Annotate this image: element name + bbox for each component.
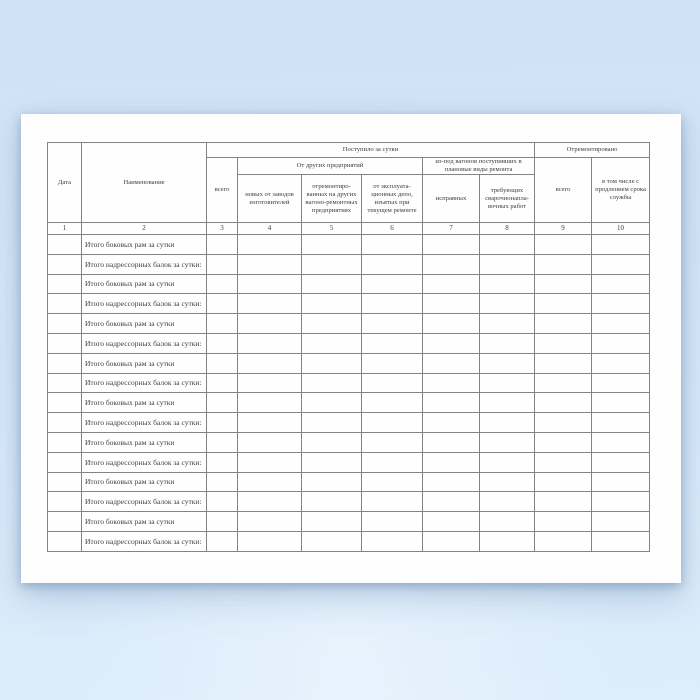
table-row [48, 314, 650, 334]
header-received-total: всего [207, 158, 238, 223]
empty-value-cell [207, 432, 238, 452]
empty-value-cell [48, 413, 82, 433]
empty-value-cell [423, 472, 480, 492]
empty-value-cell [592, 492, 650, 512]
empty-value-cell [362, 235, 423, 255]
table-row [48, 353, 650, 373]
empty-value-cell [480, 492, 535, 512]
empty-value-cell [48, 254, 82, 274]
empty-value-cell [238, 235, 302, 255]
row-label-cell: Итого надрессорных балок за сутки: [82, 294, 207, 314]
column-numbers-row [48, 223, 650, 235]
empty-value-cell [362, 294, 423, 314]
empty-value-cell [302, 531, 362, 551]
header-repaired-total: всего [535, 158, 592, 223]
empty-value-cell [48, 432, 82, 452]
empty-value-cell [207, 333, 238, 353]
empty-value-cell [423, 531, 480, 551]
row-label-cell: Итого боковых рам за сутки [82, 472, 207, 492]
table-row [48, 492, 650, 512]
empty-value-cell [592, 432, 650, 452]
header-name: Наименование [82, 143, 207, 223]
empty-value-cell [48, 333, 82, 353]
empty-value-cell [592, 531, 650, 551]
empty-value-cell [238, 432, 302, 452]
row-label-cell: Итого надрессорных балок за сутки: [82, 413, 207, 433]
empty-value-cell [592, 353, 650, 373]
row-label-cell: Итого боковых рам за сутки [82, 314, 207, 334]
empty-value-cell [423, 393, 480, 413]
empty-value-cell [207, 512, 238, 532]
empty-value-cell [238, 531, 302, 551]
empty-value-cell [48, 353, 82, 373]
row-label-cell: Итого надрессорных балок за сутки: [82, 254, 207, 274]
empty-value-cell [238, 373, 302, 393]
header-from-operation-depots: от эксплуата-ционных депо, изъятых при текущем ремонте [362, 175, 423, 223]
empty-value-cell [362, 413, 423, 433]
empty-value-cell [238, 353, 302, 373]
empty-value-cell [480, 314, 535, 334]
empty-value-cell [207, 314, 238, 334]
header-group-row [48, 143, 650, 158]
header-new-from-factories: новых от заводов изготовителей [238, 175, 302, 223]
empty-value-cell [238, 314, 302, 334]
empty-value-cell [480, 531, 535, 551]
empty-value-cell [302, 294, 362, 314]
empty-value-cell [362, 452, 423, 472]
row-label-cell: Итого надрессорных балок за сутки: [82, 452, 207, 472]
empty-value-cell [480, 373, 535, 393]
header-repaired-at-other-plants: отремонтиро-ванных на других вагоно-ремонтных предприятиях [302, 175, 362, 223]
empty-value-cell [423, 353, 480, 373]
empty-value-cell [535, 254, 592, 274]
empty-value-cell [423, 373, 480, 393]
empty-value-cell [535, 413, 592, 433]
empty-value-cell [480, 393, 535, 413]
empty-value-cell [48, 512, 82, 532]
table-row [48, 472, 650, 492]
empty-value-cell [48, 472, 82, 492]
empty-value-cell [302, 235, 362, 255]
empty-value-cell [302, 254, 362, 274]
empty-value-cell [362, 373, 423, 393]
empty-value-cell [592, 512, 650, 532]
empty-value-cell [480, 294, 535, 314]
empty-value-cell [238, 294, 302, 314]
empty-value-cell [362, 274, 423, 294]
empty-value-cell [535, 432, 592, 452]
empty-value-cell [535, 235, 592, 255]
empty-value-cell [207, 531, 238, 551]
column-number: 7 [423, 223, 480, 235]
empty-value-cell [48, 531, 82, 551]
empty-value-cell [480, 512, 535, 532]
header-from-under-wagons: из-под вагонов поступивших в плановые виды ремонта [423, 158, 535, 175]
table-row [48, 333, 650, 353]
empty-value-cell [535, 314, 592, 334]
empty-value-cell [362, 432, 423, 452]
empty-value-cell [238, 452, 302, 472]
empty-value-cell [362, 472, 423, 492]
empty-value-cell [423, 452, 480, 472]
empty-value-cell [480, 274, 535, 294]
column-number: 9 [535, 223, 592, 235]
empty-value-cell [535, 294, 592, 314]
empty-value-cell [238, 254, 302, 274]
column-number: 5 [302, 223, 362, 235]
empty-value-cell [362, 333, 423, 353]
table-row [48, 235, 650, 255]
empty-value-cell [480, 432, 535, 452]
empty-value-cell [592, 413, 650, 433]
empty-value-cell [423, 314, 480, 334]
empty-value-cell [535, 274, 592, 294]
table-row [48, 393, 650, 413]
empty-value-cell [362, 254, 423, 274]
table-row [48, 512, 650, 532]
row-label-cell: Итого надрессорных балок за сутки: [82, 492, 207, 512]
empty-value-cell [592, 314, 650, 334]
empty-value-cell [302, 274, 362, 294]
empty-value-cell [362, 492, 423, 512]
empty-value-cell [362, 531, 423, 551]
empty-value-cell [592, 333, 650, 353]
header-with-service-life-extension: в том числе с продлением срока службы [592, 158, 650, 223]
empty-value-cell [207, 413, 238, 433]
empty-value-cell [207, 373, 238, 393]
table-row [48, 373, 650, 393]
empty-value-cell [535, 393, 592, 413]
empty-value-cell [207, 235, 238, 255]
empty-value-cell [535, 472, 592, 492]
row-label-cell: Итого боковых рам за сутки [82, 353, 207, 373]
empty-value-cell [535, 531, 592, 551]
empty-value-cell [238, 413, 302, 433]
empty-value-cell [480, 333, 535, 353]
row-label-cell: Итого боковых рам за сутки [82, 512, 207, 532]
paper-sheet [21, 114, 681, 583]
column-number: 10 [592, 223, 650, 235]
empty-value-cell [423, 254, 480, 274]
empty-value-cell [592, 235, 650, 255]
row-label-cell: Итого боковых рам за сутки [82, 393, 207, 413]
empty-value-cell [207, 274, 238, 294]
registry-table [47, 142, 650, 552]
empty-value-cell [423, 333, 480, 353]
empty-value-cell [535, 373, 592, 393]
empty-value-cell [302, 492, 362, 512]
empty-value-cell [238, 492, 302, 512]
header-repaired-group: Отремонтировано [535, 143, 650, 158]
empty-value-cell [423, 235, 480, 255]
header-from-other-enterprises: От других предприятий [238, 158, 423, 175]
empty-value-cell [302, 314, 362, 334]
empty-value-cell [535, 492, 592, 512]
empty-value-cell [302, 353, 362, 373]
empty-value-cell [480, 472, 535, 492]
empty-value-cell [480, 413, 535, 433]
empty-value-cell [302, 333, 362, 353]
empty-value-cell [207, 254, 238, 274]
empty-value-cell [48, 294, 82, 314]
table-row [48, 274, 650, 294]
empty-value-cell [592, 452, 650, 472]
table-row [48, 432, 650, 452]
table-row [48, 294, 650, 314]
row-label-cell: Итого надрессорных балок за сутки: [82, 373, 207, 393]
empty-value-cell [362, 393, 423, 413]
empty-value-cell [48, 393, 82, 413]
column-number: 6 [362, 223, 423, 235]
empty-value-cell [362, 512, 423, 532]
table-row [48, 254, 650, 274]
row-label-cell: Итого боковых рам за сутки [82, 432, 207, 452]
empty-value-cell [207, 353, 238, 373]
empty-value-cell [592, 254, 650, 274]
empty-value-cell [592, 294, 650, 314]
table-body [48, 235, 650, 552]
empty-value-cell [48, 492, 82, 512]
empty-value-cell [592, 393, 650, 413]
table-row [48, 452, 650, 472]
empty-value-cell [238, 393, 302, 413]
empty-value-cell [535, 512, 592, 532]
empty-value-cell [238, 274, 302, 294]
empty-value-cell [238, 512, 302, 532]
empty-value-cell [48, 235, 82, 255]
column-number: 4 [238, 223, 302, 235]
empty-value-cell [480, 254, 535, 274]
empty-value-cell [423, 492, 480, 512]
row-label-cell: Итого надрессорных балок за сутки: [82, 531, 207, 551]
empty-value-cell [207, 294, 238, 314]
empty-value-cell [592, 274, 650, 294]
empty-value-cell [535, 333, 592, 353]
empty-value-cell [302, 393, 362, 413]
empty-value-cell [480, 353, 535, 373]
row-label-cell: Итого боковых рам за сутки [82, 235, 207, 255]
column-number: 1 [48, 223, 82, 235]
empty-value-cell [48, 452, 82, 472]
empty-value-cell [302, 413, 362, 433]
empty-value-cell [302, 512, 362, 532]
empty-value-cell [362, 314, 423, 334]
row-label-cell: Итого надрессорных балок за сутки: [82, 333, 207, 353]
empty-value-cell [423, 432, 480, 452]
empty-value-cell [592, 472, 650, 492]
empty-value-cell [480, 235, 535, 255]
empty-value-cell [238, 472, 302, 492]
empty-value-cell [535, 353, 592, 373]
empty-value-cell [48, 274, 82, 294]
table-header [48, 143, 650, 235]
column-number: 3 [207, 223, 238, 235]
empty-value-cell [423, 274, 480, 294]
empty-value-cell [423, 294, 480, 314]
empty-value-cell [302, 432, 362, 452]
empty-value-cell [592, 373, 650, 393]
empty-value-cell [302, 472, 362, 492]
empty-value-cell [423, 413, 480, 433]
empty-value-cell [207, 472, 238, 492]
empty-value-cell [480, 452, 535, 472]
empty-value-cell [207, 452, 238, 472]
table-row [48, 531, 650, 551]
empty-value-cell [48, 314, 82, 334]
empty-value-cell [48, 373, 82, 393]
column-number: 2 [82, 223, 207, 235]
empty-value-cell [362, 353, 423, 373]
header-serviceable: исправных [423, 175, 480, 223]
empty-value-cell [302, 452, 362, 472]
header-requiring-welding: требующих сварочнонапла-вочных работ [480, 175, 535, 223]
empty-value-cell [423, 512, 480, 532]
empty-value-cell [238, 333, 302, 353]
table-row [48, 413, 650, 433]
empty-value-cell [207, 393, 238, 413]
header-received-per-day: Поступило за сутки [207, 143, 535, 158]
column-number: 8 [480, 223, 535, 235]
header-date: Дата [48, 143, 82, 223]
empty-value-cell [535, 452, 592, 472]
row-label-cell: Итого боковых рам за сутки [82, 274, 207, 294]
empty-value-cell [207, 492, 238, 512]
empty-value-cell [302, 373, 362, 393]
